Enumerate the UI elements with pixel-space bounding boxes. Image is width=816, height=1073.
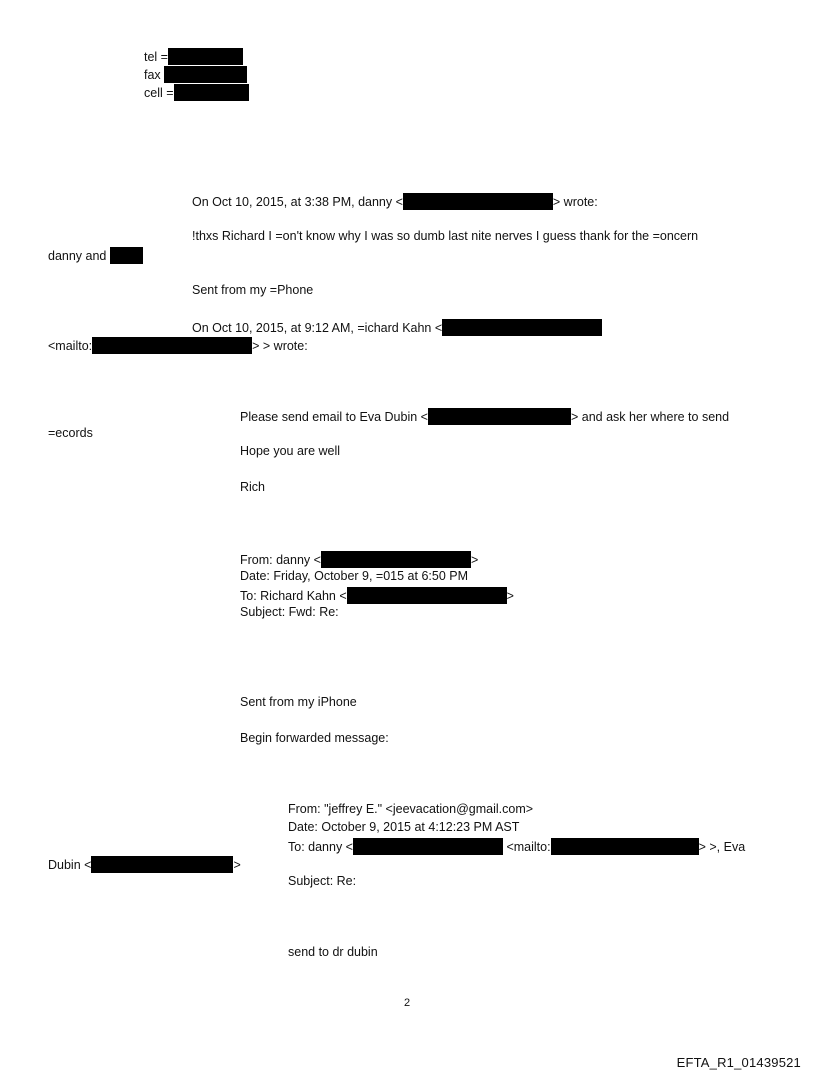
redaction-bar <box>174 84 249 101</box>
redaction-bar <box>347 587 507 604</box>
reply1-body-line1: !thxs Richard I =on't know why I was so dumb last nite nerves I guess thank for the =oncern <box>192 229 699 243</box>
forward2-subject: Subject: Re: <box>288 874 357 888</box>
reply1-signature: Sent from my =Phone <box>192 283 314 297</box>
forward2-to-suffix: > >, Eva <box>698 840 746 854</box>
reply2-header <box>192 319 602 337</box>
forward1-to-text: To: Richard Kahn < <box>240 589 347 603</box>
redaction-bar <box>91 856 233 873</box>
reply2-wrote-text: > > wrote: <box>252 339 308 353</box>
forward1-to <box>240 587 514 605</box>
reply1-header-suffix: > wrote: <box>552 195 598 209</box>
reply2-wish: Hope you are well <box>240 444 341 458</box>
redaction-bar <box>551 838 699 855</box>
forward1-begin: Begin forwarded message: <box>240 731 389 745</box>
redaction-bar <box>353 838 503 855</box>
cell-label: cell = <box>144 86 174 100</box>
reply1-body-line2-text: danny and <box>48 249 107 263</box>
forward2-mailto-text: <mailto: <box>506 840 551 854</box>
forward1-from <box>240 551 478 569</box>
reply2-body-wrap: =ecords <box>48 426 93 440</box>
redaction-bar <box>92 337 252 354</box>
reply2-body <box>240 408 729 426</box>
forward2-to-wrap-suffix: > <box>233 858 241 872</box>
forward2-to-wrap-text: Dubin < <box>48 858 92 872</box>
reply2-header-line2 <box>48 337 308 355</box>
forward1-subject: Subject: Fwd: Re: <box>240 605 339 619</box>
reply2-body-text: Please send email to Eva Dubin < <box>240 410 428 424</box>
page-number: 2 <box>404 997 411 1009</box>
forward2-to <box>288 838 745 856</box>
contact-tel-line <box>144 48 243 66</box>
redaction-bar <box>442 319 602 336</box>
reply2-body-suffix: > and ask her where to send <box>570 410 730 424</box>
redaction-bar <box>168 48 243 65</box>
forward1-from-suffix: > <box>470 553 479 567</box>
forward2-body: send to dr dubin <box>288 945 378 959</box>
redaction-bar <box>403 193 553 210</box>
forward2-from: From: "jeffrey E." <jeevacation@gmail.com> <box>288 802 534 816</box>
redaction-bar <box>110 247 143 264</box>
redaction-bar <box>164 66 247 83</box>
reply1-header-text: On Oct 10, 2015, at 3:38 PM, danny < <box>192 195 403 209</box>
fax-label: fax <box>144 68 161 82</box>
forward1-sent-from: Sent from my iPhone <box>240 695 357 709</box>
tel-label: tel = <box>144 50 168 64</box>
forward2-date: Date: October 9, 2015 at 4:12:23 PM AST <box>288 820 520 834</box>
forward1-from-text: From: danny < <box>240 553 321 567</box>
footer-document-id: EFTA_R1_01439521 <box>676 1055 801 1070</box>
forward2-to-wrap <box>48 856 241 874</box>
reply1-body-line2 <box>48 247 143 265</box>
reply2-sign: Rich <box>240 480 266 494</box>
reply2-mailto-text: <mailto: <box>48 339 93 353</box>
forward1-to-suffix: > <box>506 589 514 603</box>
contact-fax-line <box>144 66 247 84</box>
forward2-to-text: To: danny < <box>288 840 353 854</box>
reply1-header <box>192 193 598 211</box>
forward1-date: Date: Friday, October 9, =015 at 6:50 PM <box>240 569 469 583</box>
contact-cell-line <box>144 84 249 102</box>
redaction-bar <box>321 551 471 568</box>
reply2-header-text: On Oct 10, 2015, at 9:12 AM, =ichard Kahn < <box>192 321 443 335</box>
redaction-bar <box>428 408 571 425</box>
